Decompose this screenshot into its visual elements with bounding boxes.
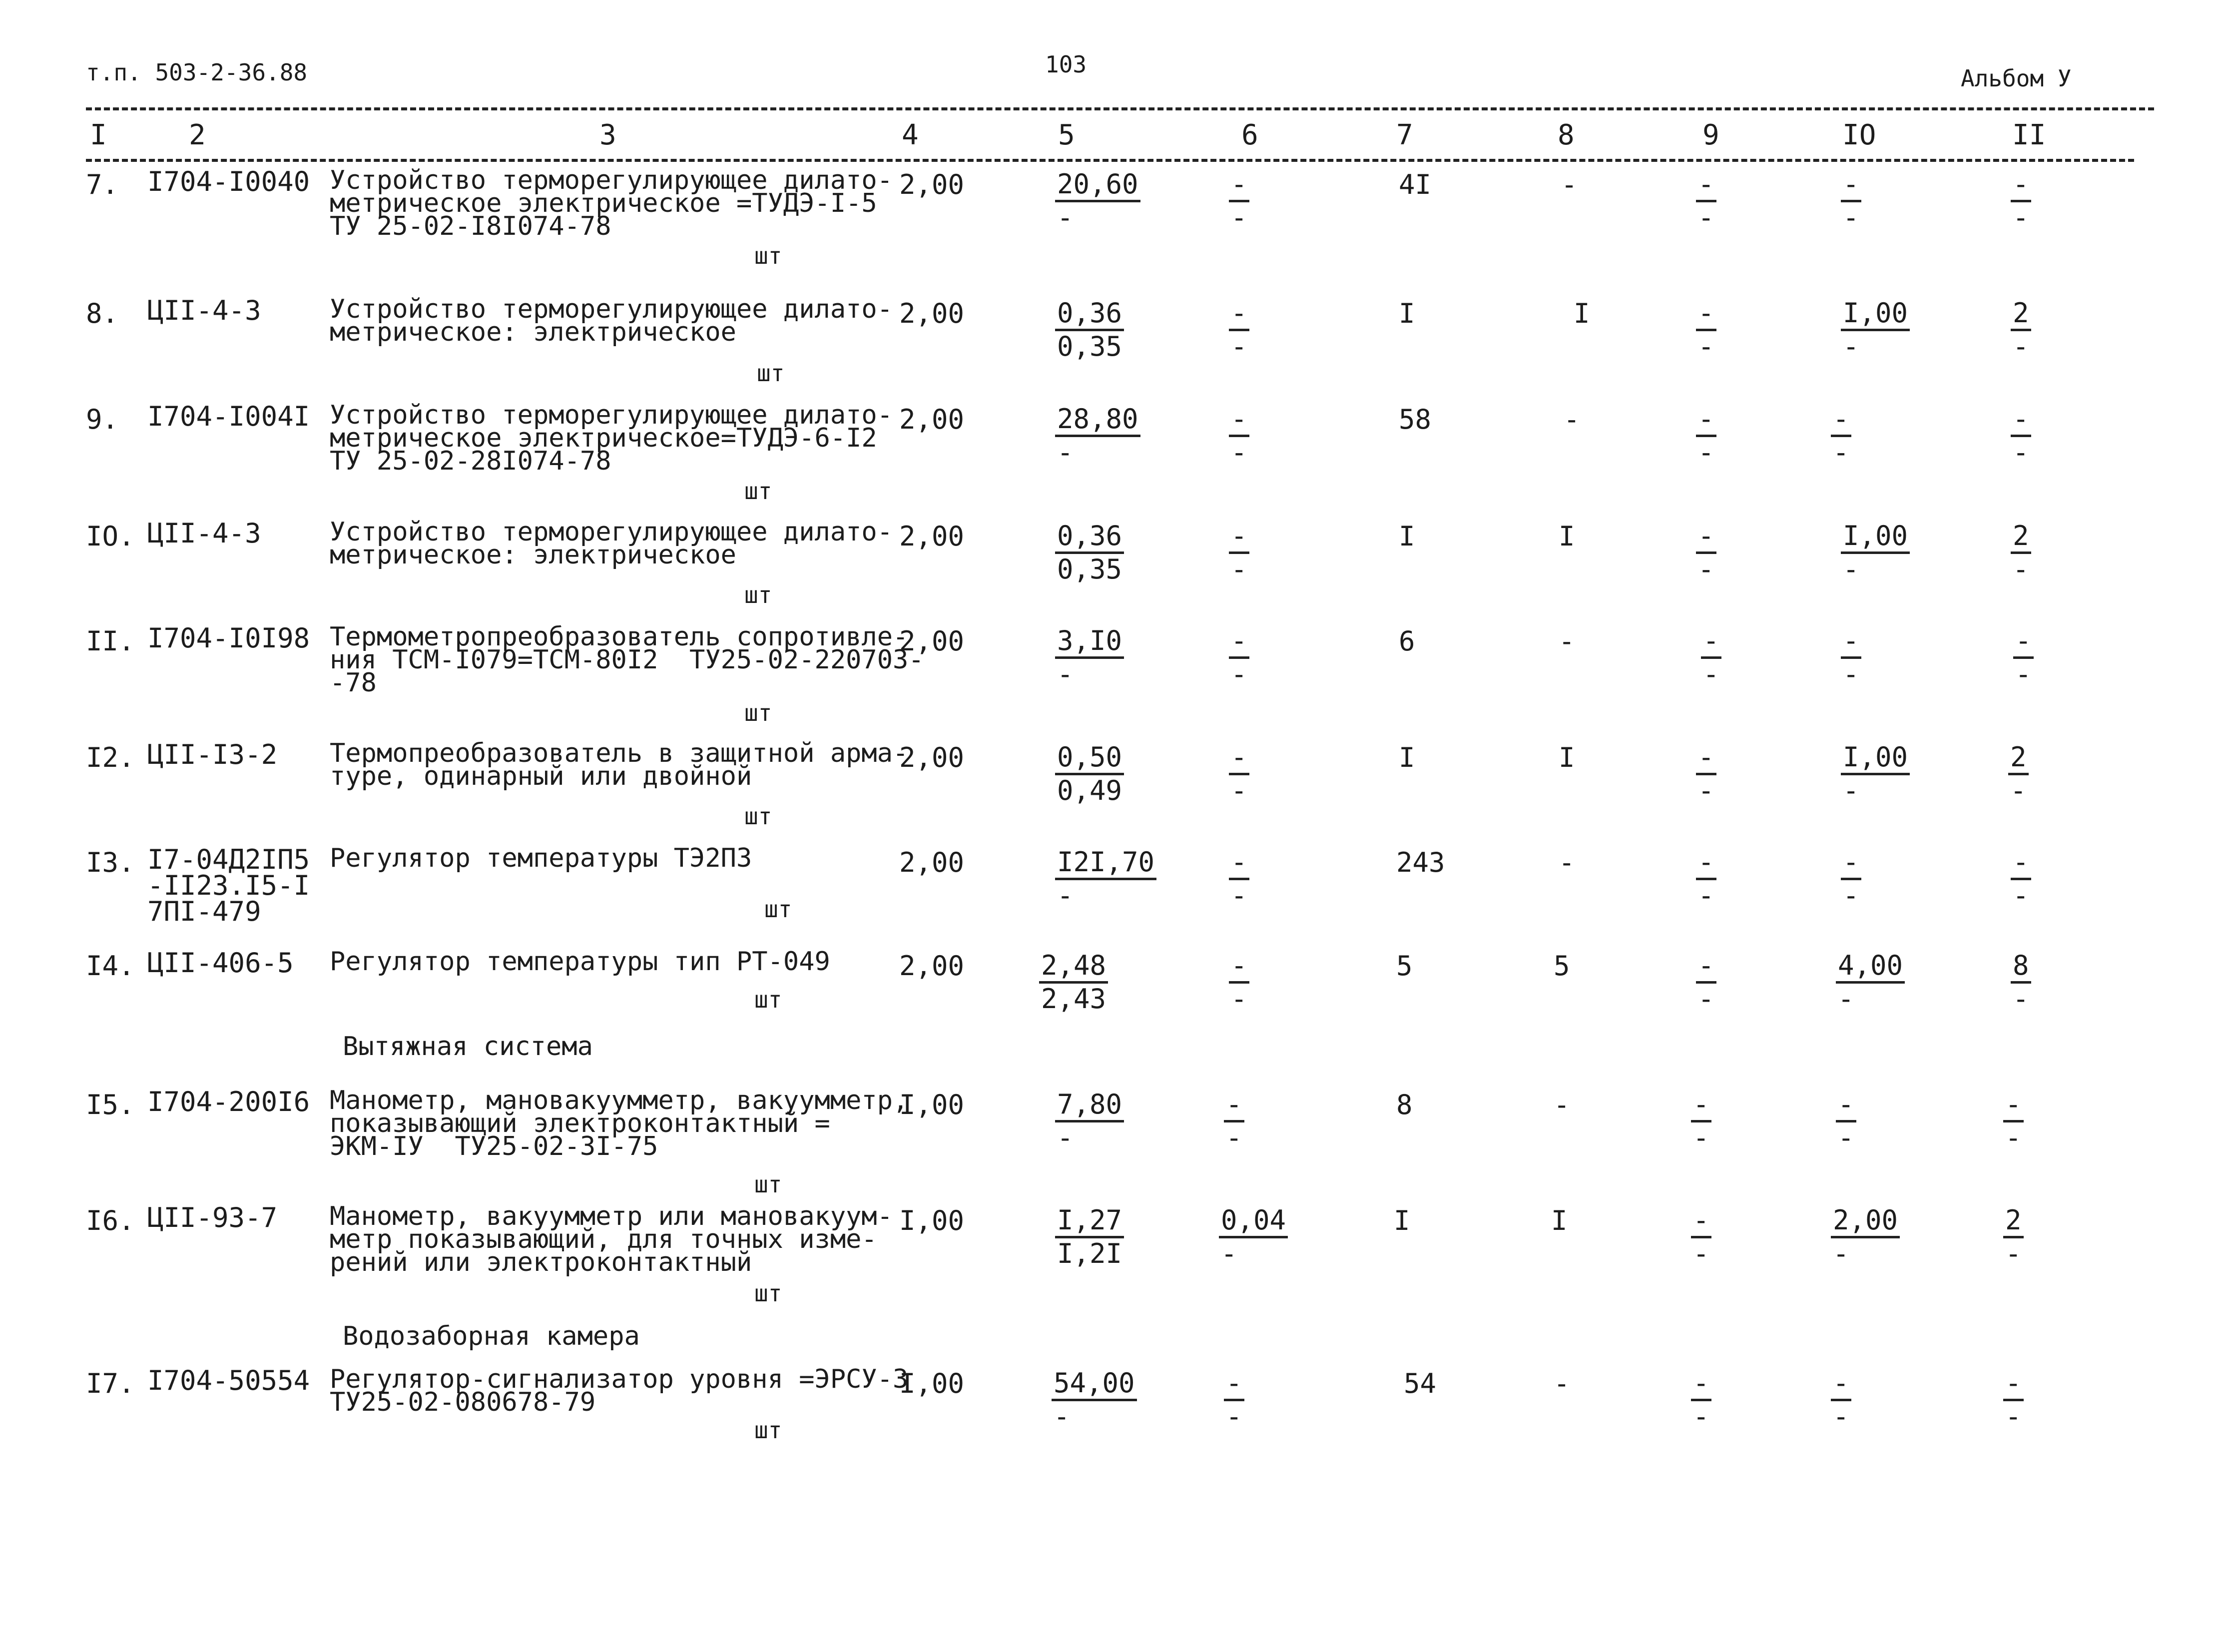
row-col8: I [1559, 742, 1575, 773]
row-col10-bottom: - [1843, 553, 1859, 585]
row-col11-bottom: - [2013, 437, 2029, 468]
row-col6-bottom: - [1231, 331, 1247, 362]
row-col10-bottom: - [1843, 331, 1859, 362]
row-col5-top: 7,80 [1055, 1089, 1124, 1122]
row-col6 [1229, 847, 1249, 911]
row-col7: 54 [1404, 1368, 1437, 1399]
col-header-7: 7 [1396, 119, 1413, 151]
row-number: I4. [86, 950, 135, 982]
row-description: Устройство терморегулирующее дилато- метрическое: электрическое [330, 517, 893, 570]
row-col7: 8 [1396, 1089, 1413, 1120]
col-header-1: I [90, 119, 107, 151]
row-col5 [1055, 298, 1124, 362]
row-col8: I [1574, 298, 1590, 329]
row-col6-bottom: - [1226, 1401, 1242, 1432]
row-col9 [1691, 1205, 1711, 1269]
row-col6-top: - [1229, 298, 1249, 331]
row-description: Термометропреобразователь сопротивле- ния ТСМ-I079=ТСМ-80I2 ТУ25-02-220703- -78 [330, 622, 924, 698]
row-col5 [1052, 1368, 1137, 1432]
row-col8: - [1559, 625, 1575, 657]
row-col5-top: 3,I0 [1055, 625, 1124, 659]
row-col9 [1696, 742, 1716, 806]
row-code: ЦII-406-5 [147, 947, 294, 979]
row-col9-top: - [1691, 1368, 1711, 1401]
row-col11 [2008, 742, 2029, 806]
row-col5 [1055, 169, 1140, 233]
row-col10 [1831, 404, 1851, 468]
row-unit: шт [754, 1280, 782, 1307]
row-col6-bottom: - [1231, 553, 1247, 585]
row-col6-top: - [1229, 404, 1249, 437]
col-header-10: IO [1842, 119, 1876, 151]
row-number: II. [86, 625, 135, 657]
row-col6 [1229, 625, 1249, 690]
row-col5-bottom: - [1057, 437, 1074, 468]
row-col10-top: - [1841, 847, 1861, 880]
row-description: Регулятор температуры тип РТ-049 [330, 947, 830, 977]
row-code: ЦII-I3-2 [147, 739, 278, 770]
row-col9-bottom: - [1693, 1122, 1709, 1153]
row-col11-bottom: - [2013, 880, 2029, 911]
row-col9-top: - [1696, 298, 1716, 331]
row-code: I704-I004I [147, 401, 310, 432]
header-divider-bottom [86, 159, 2134, 162]
row-number: I5. [86, 1089, 135, 1120]
row-description: Регулятор-сигнализатор уровня =ЭРСУ-3 ТУ25-02-080678-79 [330, 1364, 909, 1417]
row-unit: шт [754, 1417, 782, 1444]
row-number: I7. [86, 1368, 135, 1399]
row-col6-top: - [1224, 1089, 1244, 1122]
row-col11 [2011, 169, 2031, 233]
col-header-8: 8 [1558, 119, 1575, 151]
row-col10-top: - [1831, 1368, 1851, 1401]
row-col7: 6 [1399, 625, 1415, 657]
row-col5-bottom: 0,35 [1057, 553, 1122, 585]
row-col6-top: - [1229, 742, 1249, 775]
row-col5-top: 0,36 [1055, 298, 1124, 331]
row-col9-bottom: - [1698, 553, 1714, 585]
row-col8: I [1551, 1205, 1568, 1236]
row-col4: 2,00 [899, 404, 965, 435]
row-col6-bottom: - [1231, 437, 1247, 468]
row-col10 [1841, 521, 1910, 585]
row-col9 [1696, 298, 1716, 362]
row-col9-top: - [1696, 950, 1716, 984]
row-col9-bottom: - [1698, 437, 1714, 468]
row-col10-top: - [1836, 1089, 1856, 1122]
row-col9 [1696, 404, 1716, 468]
row-col5-bottom: 2,43 [1041, 983, 1106, 1015]
row-col10-bottom: - [1838, 983, 1854, 1015]
row-col9-bottom: - [1698, 880, 1714, 911]
row-col5-bottom: - [1054, 1401, 1070, 1432]
row-col10 [1841, 625, 1861, 690]
row-col5-top: I2I,70 [1055, 847, 1156, 880]
row-col6 [1229, 742, 1249, 806]
col-header-11: II [2012, 119, 2046, 151]
row-col5-bottom: I,2I [1057, 1238, 1122, 1269]
row-col4: 2,00 [899, 625, 965, 657]
section-heading: Водозаборная камера [343, 1321, 640, 1351]
row-col5-bottom: - [1057, 1122, 1074, 1153]
row-code: I704-I0I98 [147, 622, 310, 654]
row-col9-bottom: - [1698, 202, 1714, 233]
row-col5 [1055, 742, 1124, 806]
row-col8: 5 [1554, 950, 1570, 982]
row-code: I704-I0040 [147, 166, 310, 197]
row-col11-top: 2 [2008, 742, 2029, 775]
row-col9-top: - [1696, 169, 1716, 202]
row-col10-top: - [1831, 404, 1851, 437]
row-col9-bottom: - [1693, 1238, 1709, 1269]
row-col11-bottom: - [2013, 202, 2029, 233]
row-col10 [1841, 742, 1910, 806]
row-col5-bottom: 0,49 [1057, 775, 1122, 806]
row-col11 [2003, 1205, 2024, 1269]
row-col9-bottom: - [1693, 1401, 1709, 1432]
row-col10-top: 4,00 [1836, 950, 1905, 984]
row-col10-top: I,00 [1841, 742, 1910, 775]
row-code: I704-200I6 [147, 1086, 310, 1117]
row-col11-top: 2 [2011, 298, 2031, 331]
row-col11-bottom: - [2005, 1401, 2022, 1432]
row-col5 [1055, 625, 1124, 690]
row-col10-bottom: - [1843, 775, 1859, 806]
row-col6-bottom: - [1231, 775, 1247, 806]
row-description: Регулятор температуры ТЭ2П3 [330, 843, 752, 873]
row-col11 [2003, 1089, 2024, 1153]
row-col7: 243 [1396, 847, 1445, 878]
row-col8: - [1561, 169, 1578, 200]
row-col9-top: - [1696, 521, 1716, 554]
row-code: I704-50554 [147, 1365, 310, 1396]
row-col4: I,00 [899, 1089, 965, 1120]
row-col4: 2,00 [899, 950, 965, 982]
row-col4: 2,00 [899, 742, 965, 773]
row-col11 [2011, 521, 2031, 585]
row-col11 [2011, 298, 2031, 362]
row-col9-top: - [1691, 1089, 1711, 1122]
row-col11-top: - [2003, 1368, 2024, 1401]
row-col6 [1229, 298, 1249, 362]
row-col6-top: - [1229, 169, 1249, 202]
page-number: 103 [1045, 51, 1087, 78]
row-col9-bottom: - [1698, 983, 1714, 1015]
row-col6-bottom: - [1231, 983, 1247, 1015]
row-col11 [2003, 1368, 2024, 1432]
row-col6-bottom: - [1226, 1122, 1242, 1153]
row-col7: 4I [1399, 169, 1432, 200]
row-col11-top: 2 [2003, 1205, 2024, 1238]
row-col11-top: - [2013, 625, 2034, 659]
row-col11-top: - [2003, 1089, 2024, 1122]
row-col8: - [1554, 1368, 1570, 1399]
row-col11-bottom: - [2013, 331, 2029, 362]
row-col7: 5 [1396, 950, 1413, 982]
row-col5-bottom: - [1057, 880, 1074, 911]
row-col11-top: 2 [2011, 521, 2031, 554]
header-divider-top [86, 107, 2154, 110]
row-col10 [1841, 847, 1861, 911]
row-col9-top: - [1691, 1205, 1711, 1238]
row-description: Термопреобразователь в защитной арма- туре, одинарный или двойной [330, 738, 909, 791]
row-col10-top: - [1841, 169, 1861, 202]
row-col10-bottom: - [1838, 1122, 1854, 1153]
col-header-3: 3 [599, 119, 616, 151]
row-col11-top: - [2011, 847, 2031, 880]
row-col9 [1691, 1089, 1711, 1153]
row-col11 [2011, 950, 2031, 1015]
row-col5 [1055, 1205, 1124, 1269]
row-col7: I [1394, 1205, 1410, 1236]
col-header-9: 9 [1702, 119, 1719, 151]
row-col9-top: - [1696, 742, 1716, 775]
row-col5-top: 54,00 [1052, 1368, 1137, 1401]
row-col10-bottom: - [1833, 1238, 1849, 1269]
row-unit: шт [754, 242, 782, 269]
row-col11-top: 8 [2011, 950, 2031, 984]
row-col6 [1229, 404, 1249, 468]
row-col9 [1696, 847, 1716, 911]
row-col11-bottom: - [2005, 1238, 2022, 1269]
row-col10-top: I,00 [1841, 298, 1910, 331]
row-col4: I,00 [899, 1205, 965, 1236]
row-col5-bottom: - [1057, 202, 1074, 233]
row-col6 [1224, 1089, 1244, 1153]
row-description: Манометр, мановакуумметр, вакуумметр, показывающий электроконтактный = ЭКМ-IУ ТУ25-02-3I-75 [330, 1086, 909, 1161]
row-col8: - [1559, 847, 1575, 878]
row-number: I3. [86, 847, 135, 878]
row-unit: шт [754, 986, 782, 1013]
row-col9-top: - [1701, 625, 1721, 659]
row-col6 [1229, 169, 1249, 233]
row-col11-bottom: - [2005, 1122, 2022, 1153]
row-col5-top: 0,50 [1055, 742, 1124, 775]
row-col6-top: - [1224, 1368, 1244, 1401]
row-col5-top: 28,80 [1055, 404, 1140, 437]
row-col5-top: 20,60 [1055, 169, 1140, 202]
row-col11 [2011, 847, 2031, 911]
row-col10-bottom: - [1843, 202, 1859, 233]
row-unit: шт [757, 360, 785, 387]
row-col9 [1691, 1368, 1711, 1432]
col-header-6: 6 [1241, 119, 1258, 151]
row-col11-bottom: - [2013, 553, 2029, 585]
row-col6 [1229, 950, 1249, 1015]
row-col9 [1701, 625, 1721, 690]
row-col10-top: I,00 [1841, 521, 1910, 554]
row-col8: I [1559, 521, 1575, 552]
row-col6-bottom: - [1231, 658, 1247, 690]
row-col6-top: - [1229, 847, 1249, 880]
row-col9-top: - [1696, 404, 1716, 437]
row-col5-bottom: - [1057, 658, 1074, 690]
row-col10-bottom: - [1843, 880, 1859, 911]
row-col9 [1696, 950, 1716, 1015]
row-number: 7. [86, 169, 119, 200]
row-col7: I [1399, 298, 1415, 329]
row-col9 [1696, 169, 1716, 233]
row-unit: шт [744, 699, 772, 726]
row-col10 [1836, 950, 1905, 1015]
row-col11-bottom: - [2015, 658, 2032, 690]
row-col6-bottom: - [1231, 880, 1247, 911]
row-code: ЦII-93-7 [147, 1202, 278, 1233]
row-col11-top: - [2011, 404, 2031, 437]
row-col6-bottom: - [1221, 1238, 1237, 1269]
col-header-2: 2 [189, 119, 206, 151]
row-unit: шт [764, 896, 792, 923]
row-col6 [1219, 1205, 1288, 1269]
row-number: 8. [86, 298, 119, 329]
col-header-4: 4 [902, 119, 919, 151]
row-col5 [1055, 404, 1140, 468]
row-col7: I [1399, 521, 1415, 552]
row-col7: 58 [1399, 404, 1432, 435]
row-col5-top: 0,36 [1055, 521, 1124, 554]
row-col11-top: - [2011, 169, 2031, 202]
row-col10 [1831, 1205, 1900, 1269]
row-number: 9. [86, 404, 119, 435]
row-col6-top: - [1229, 950, 1249, 984]
row-col10-top: 2,00 [1831, 1205, 1900, 1238]
row-col6-top: - [1229, 625, 1249, 659]
row-col10-bottom: - [1843, 658, 1859, 690]
row-col6-top: - [1229, 521, 1249, 554]
row-col5-top: 2,48 [1039, 950, 1108, 984]
row-description: Устройство терморегулирующее дилато- метрическое электрическое=ТУДЭ-6-I2 ТУ 25-02-28I074-78 [330, 400, 893, 476]
row-col4: 2,00 [899, 169, 965, 200]
row-col6-bottom: - [1231, 202, 1247, 233]
row-col8: - [1554, 1089, 1570, 1120]
row-col5-top: I,27 [1055, 1205, 1124, 1238]
row-code: ЦII-4-3 [147, 295, 261, 326]
row-number: I6. [86, 1205, 135, 1236]
row-col9-bottom: - [1698, 331, 1714, 362]
row-unit: шт [744, 581, 772, 608]
row-unit: шт [744, 803, 772, 830]
row-col7: I [1399, 742, 1415, 773]
row-col11 [2013, 625, 2034, 690]
row-col4: I,00 [899, 1368, 965, 1399]
album-label: Альбом У [1961, 65, 2072, 92]
row-col8: - [1564, 404, 1580, 435]
document-code: т.п. 503-2-36.88 [86, 59, 308, 86]
row-unit: шт [754, 1171, 782, 1198]
row-col5 [1039, 950, 1108, 1015]
row-col11 [2011, 404, 2031, 468]
row-code: I7-04Д2IП5 -II23.I5-I 7ПI-479 [147, 844, 310, 927]
row-col11-bottom: - [2010, 775, 2027, 806]
row-col5 [1055, 847, 1156, 911]
row-col6 [1229, 521, 1249, 585]
row-col10-bottom: - [1833, 1401, 1849, 1432]
row-col4: 2,00 [899, 521, 965, 552]
row-col10 [1836, 1089, 1856, 1153]
row-number: I2. [86, 742, 135, 773]
row-col11-bottom: - [2013, 983, 2029, 1015]
row-description: Устройство терморегулирующее дилато- метрическое электрическое =ТУДЭ-I-5 ТУ 25-02-I8I074-78 [330, 165, 893, 241]
row-description: Манометр, вакуумметр или мановакуум- метр показывающий, для точных изме- рений или электроконтактный [330, 1201, 893, 1277]
col-header-5: 5 [1058, 119, 1075, 151]
section-heading: Вытяжная система [343, 1032, 593, 1062]
row-col6-top: 0,04 [1219, 1205, 1288, 1238]
row-code: ЦII-4-3 [147, 518, 261, 549]
row-col5 [1055, 521, 1124, 585]
row-col9-top: - [1696, 847, 1716, 880]
row-col10 [1841, 169, 1861, 233]
row-description: Устройство терморегулирующее дилато- метрическое: электрическое [330, 294, 893, 347]
row-col4: 2,00 [899, 847, 965, 878]
row-col5 [1055, 1089, 1124, 1153]
row-col10 [1831, 1368, 1851, 1432]
row-col4: 2,00 [899, 298, 965, 329]
row-number: IO. [86, 521, 135, 552]
row-col6 [1224, 1368, 1244, 1432]
row-unit: шт [744, 478, 772, 505]
row-col10 [1841, 298, 1910, 362]
row-col9 [1696, 521, 1716, 585]
row-col10-bottom: - [1833, 437, 1849, 468]
row-col10-top: - [1841, 625, 1861, 659]
row-col9-bottom: - [1698, 775, 1714, 806]
row-col9-bottom: - [1703, 658, 1719, 690]
row-col5-bottom: 0,35 [1057, 331, 1122, 362]
